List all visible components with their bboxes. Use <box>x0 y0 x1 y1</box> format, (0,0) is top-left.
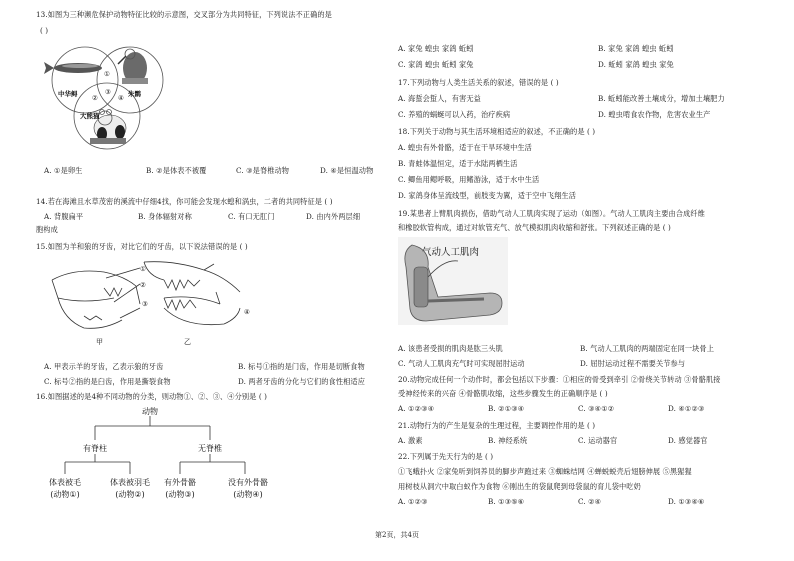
q15-option-b: B. 标号①指的是门齿，作用是切断食物 <box>238 362 365 371</box>
tree-leaf-feather: 体表被羽毛 <box>110 478 150 487</box>
q22-option-b: B. ①③⑤⑥ <box>488 497 525 506</box>
tree-vertebrate: 有脊柱 <box>83 444 107 453</box>
q21-title: 21.动物行为的产生是复杂的生理过程，主要调控作用的是 ( ) <box>398 421 596 430</box>
q17-option-d: D. 蝗虫啃食农作物，危害农业生产 <box>598 110 711 119</box>
tree-leaf-no-exoskeleton-animal: (动物④) <box>233 490 263 499</box>
q19-title-line2: 和橡胶软管构成，通过对软管充气、放气模拟肌肉收缩和舒张。下列叙述正确的是 ( ) <box>398 223 671 232</box>
caption-jia: 甲 <box>96 338 103 346</box>
venn-diagram <box>40 38 180 160</box>
page-number-footer: 第2页，共4页 <box>375 531 419 539</box>
q18-option-b: B. 青蛙体温恒定，适于水陆两栖生活 <box>398 159 518 168</box>
q22-option-d: D. ①③④⑥ <box>668 497 705 506</box>
q13-option-c: C. ③是脊椎动物 <box>236 166 290 175</box>
sheep-skull-drawing <box>52 268 140 328</box>
q19-option-a: A. 该患者受损的肌肉是肱三头肌 <box>398 344 503 353</box>
q20-option-b: B. ②①③④ <box>488 404 525 413</box>
teeth-mark-3: ③ <box>142 300 148 308</box>
q17-option-b: B. 蚯蚓能改善土壤成分，增加土壤肥力 <box>598 94 725 103</box>
wolf-skull-drawing <box>144 262 240 325</box>
tree-leaf-fur: 体表被毛 <box>49 478 81 487</box>
q18-title: 18.下列关于动物与其生活环境相适应的叙述，不正确的是 ( ) <box>398 127 596 136</box>
venn-mark-3: ③ <box>105 88 111 96</box>
q22-option-a: A. ①②③ <box>398 497 428 506</box>
q15-option-c: C. 标号②指的是臼齿，作用是撕裂食物 <box>44 377 171 386</box>
teeth-mark-4: ④ <box>244 308 250 316</box>
q20-title-line2: 受神经传来的兴奋 ④骨骼肌收缩，这些步骤发生的正确顺序是 ( ) <box>398 389 608 398</box>
q19-option-b: B. 气动人工肌肉的两端固定在同一块骨上 <box>580 344 715 353</box>
q13-option-a: A. ①是卵生 <box>44 166 83 175</box>
q14-option-d: D. 由内外两层细 <box>306 212 361 221</box>
teeth-mark-2: ② <box>140 281 146 289</box>
q15-title: 15.如图为羊和狼的牙齿，对比它们的牙齿，以下说法错误的是 ( ) <box>36 242 248 251</box>
q14-option-c: C. 有口无肛门 <box>228 212 275 221</box>
q15-option-d: D. 两者牙齿的分化与它们的食性相适应 <box>238 377 365 386</box>
q20-option-a: A. ①②③④ <box>398 404 435 413</box>
tree-leaf-feather-animal: (动物②) <box>115 490 145 499</box>
q14-option-b: B. 身体辐射对称 <box>138 212 192 221</box>
q13-option-d: D. ④是恒温动物 <box>320 166 374 175</box>
q18-option-a: A. 蝗虫有外骨骼，适于在干旱环境中生活 <box>398 143 532 152</box>
q13-paren: ( ) <box>40 26 49 35</box>
q20-title: 20.动物完成任何一个动作时，都会包括以下步骤：①相应的骨受到牵引 ②骨绕关节转动 ③骨骼肌接 <box>398 375 721 384</box>
q16-title: 16.如图据述的是4种不同动物的分类，则动物①、②、③、④分别是 ( ) <box>36 392 268 401</box>
pneumatic-muscle-figure <box>398 237 508 325</box>
q14-option-a: A. 背腹扁平 <box>44 212 84 221</box>
q19-option-c: C. 气动人工肌肉充气时可实现屈肘运动 <box>398 359 525 368</box>
q21-option-d: D. 感觉器官 <box>668 436 708 445</box>
venn-mark-4: ④ <box>118 94 124 102</box>
venn-circle-fish <box>52 47 118 113</box>
tree-invertebrate: 无脊椎 <box>198 444 222 453</box>
q17-title: 17.下列动物与人类生活关系的叙述，错误的是 ( ) <box>398 78 559 87</box>
q19-title: 19.某患者上臂肌肉损伤，借助气动人工肌肉实现了运动（如图）。气动人工肌肉主要由合成纤维 <box>398 209 705 218</box>
q16-option-b: B. 家兔 家鸽 蝗虫 蚯蚓 <box>598 44 674 53</box>
q13-title: 13.如图为三种濒危保护动物特征比较的示意图，交叉部分为共同特征，下列说法不正确的是 <box>36 10 332 19</box>
classification-tree <box>40 404 300 526</box>
venn-mark-1: ① <box>104 70 110 78</box>
q20-option-d: D. ④①②③ <box>668 404 705 413</box>
tree-leaf-fur-animal: (动物①) <box>50 490 80 499</box>
q22-option-c: C. ②④ <box>578 497 602 506</box>
q22-statement-line2: 用树枝从洞穴中取白蚁作为食物 ⑥刚出生的袋鼠爬到母袋鼠的育儿袋中吃奶 <box>398 482 641 491</box>
q19-option-d: D. 屈肘运动过程不需要关节参与 <box>580 359 686 368</box>
q17-option-c: C. 养殖的蜗蜒可以入药，治疗疾病 <box>398 110 511 119</box>
q18-option-d: D. 家鸽身体呈流线型，前肢变为翼，适于空中飞翔生活 <box>398 191 576 200</box>
crested-ibis-image <box>118 49 148 84</box>
teeth-figure <box>44 258 374 350</box>
venn-label-bird: 朱鹮 <box>128 90 141 98</box>
tree-leaf-exoskeleton-animal: (动物③) <box>165 490 195 499</box>
q15-option-a: A. 甲表示羊的牙齿，乙表示狼的牙齿 <box>44 362 164 371</box>
q16-option-c: C. 家鸽 蝗虫 蚯蚓 家兔 <box>398 60 474 69</box>
q21-option-a: A. 激素 <box>398 436 423 445</box>
q13-option-b: B. ②是体表不被覆 <box>146 166 207 175</box>
q22-title: 22.下列属于先天行为的是 ( ) <box>398 452 494 461</box>
q22-statement-line1: ①飞蛾扑火 ②家兔听到饲养员的脚步声跑过来 ③蜘蛛结网 ④蝉蜕蜕壳后翅膀伸展 ⑤黑猩猩 <box>398 467 692 476</box>
venn-mark-2: ② <box>92 94 98 102</box>
q14-option-d-cont: 胞构成 <box>36 225 58 234</box>
venn-label-fish: 中华鲟 <box>58 90 78 98</box>
q21-option-b: B. 神经系统 <box>488 436 528 445</box>
teeth-mark-1: ① <box>140 265 146 273</box>
q16-option-d: D. 蚯蚓 家鸽 蝗虫 家兔 <box>598 60 674 69</box>
q20-option-c: C. ③④①② <box>578 404 615 413</box>
q17-option-a: A. 海蜇会蜇人，有害无益 <box>398 94 481 103</box>
caption-yi: 乙 <box>184 338 191 346</box>
q14-title: 14.若在海滩且水草茂密的溪流中仔细4找，你可能会发现水螅和涡虫，二者的共同特征是 ( ) <box>36 197 333 206</box>
pneumatic-muscle-label: 气动人工肌肉 <box>422 247 480 258</box>
q16-option-a: A. 家兔 蝗虫 家鸽 蚯蚓 <box>398 44 474 53</box>
venn-label-panda: 大熊猫 <box>80 112 100 120</box>
tree-leaf-no-exoskeleton: 没有外骨骼 <box>228 478 268 487</box>
q21-option-c: C. 运动器官 <box>578 436 618 445</box>
tree-leaf-exoskeleton: 有外骨骼 <box>164 478 196 487</box>
tree-root: 动物 <box>142 407 158 416</box>
q18-option-c: C. 鲫鱼用鳃呼吸，用鳍游泳，适于水中生活 <box>398 175 540 184</box>
